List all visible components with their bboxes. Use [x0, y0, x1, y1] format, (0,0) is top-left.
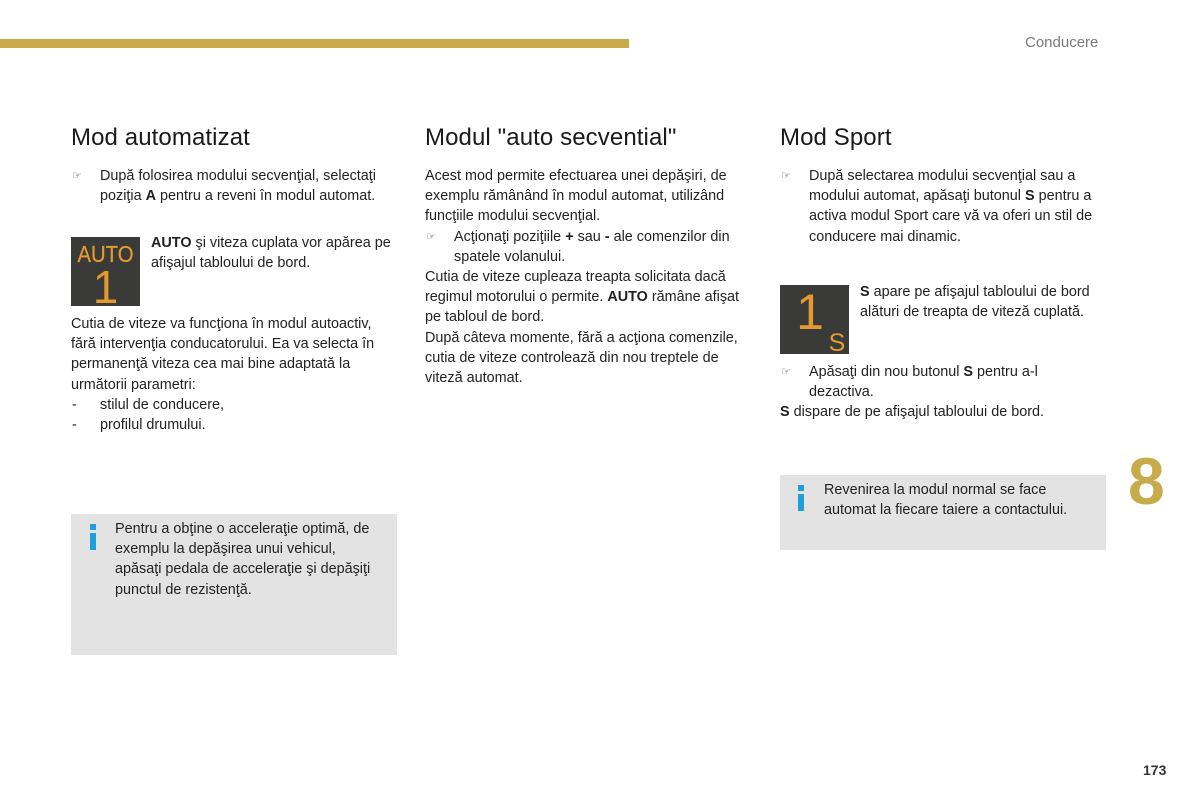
- display-sport-letter: S: [828, 329, 846, 354]
- pointing-hand-icon: ☞: [781, 366, 791, 378]
- page-number: 173: [1143, 762, 1167, 778]
- header-accent-bar: [0, 39, 629, 48]
- column-mod-sport: [780, 124, 1110, 247]
- info-icon: [792, 483, 810, 513]
- section-title: Conducere: [1025, 34, 1099, 51]
- sport-deactivate-block: ☞ Apăsaţi din nou butonul S pentru a-l dezactiva. S dispare de pe afişajul tabloului de bord.: [780, 362, 1106, 423]
- heading-mod-automatizat: Mod automatizat: [71, 124, 250, 151]
- auto-display-caption: AUTO şi viteza cuplata vor apărea pe afişajul tabloului de bord.: [151, 235, 391, 272]
- info-box-acceleration: [71, 514, 397, 655]
- display-auto-text: AUTO: [77, 241, 134, 267]
- chapter-number: 8: [1128, 444, 1165, 518]
- automatic-mode-paragraph: Cutia de viteze va funcţiona în modul autoactiv, fără intervenţia conducatorului. Ea va selecta în permanenţă viteza cea mai bine adaptată la următorii parametri: - stilul de conducere, - profilul drumului.: [71, 314, 399, 435]
- pointing-hand-icon: ☞: [781, 170, 791, 182]
- pointing-hand-icon: ☞: [72, 170, 82, 182]
- list-item: - profilul drumului.: [72, 417, 206, 434]
- info-text: Revenirea la modul normal se face automat la fiecare taiere a contactului.: [824, 482, 1068, 519]
- column-auto-secvential: Modul "auto secvential" Acest mod permite efectuarea unei depăşiri, de exemplu rămânând în modul automat, utilizând funcţiile modului secvenţial. ☞ Acţionaţi poziţiile + sau - ale comenzilor din spatele volanului. Cutia de viteze cupleaza treapta solicitata dacă regimul motorului o permite. AUTO rămâne afişat pe tabloul de bord. După câteva momente, fără a acţiona comenzile, cutia de viteze controlează din nou treptele de viteză automat.: [425, 124, 755, 388]
- info-text: Pentru a obţine o acceleraţie optimă, de exemplu la depăşirea unui vehicul, apăsaţi pedala de acceleraţie şi depăşiţi punctul de rezistenţă.: [115, 521, 371, 598]
- instruction-bullet: ☞ Apăsaţi din nou butonul S pentru a-l dezactiva.: [781, 364, 1038, 401]
- column-mod-automatizat: [71, 124, 401, 206]
- auto-gear-display: [71, 237, 140, 306]
- instruction-bullet: ☞ După folosirea modului secvenţial, selectaţi poziţia A pentru a reveni în modul automat.: [72, 168, 376, 205]
- instruction-bullet: ☞ Acţionaţi poziţiile + sau - ale comenzilor din spatele volanului.: [426, 228, 730, 265]
- heading-auto-secvential: Modul "auto secvential": [425, 124, 677, 151]
- info-icon: [84, 522, 102, 552]
- info-box-sport-reset: [780, 475, 1106, 550]
- sport-gear-display: [780, 285, 849, 354]
- pointing-hand-icon: ☞: [426, 230, 436, 243]
- display-gear-digit: 1: [92, 261, 119, 306]
- sport-display-caption: S apare pe afişajul tabloului de bord alături de treapta de viteză cuplată.: [860, 284, 1090, 321]
- display-gear-digit: 1: [796, 285, 824, 340]
- list-item: - stilul de conducere,: [72, 396, 224, 413]
- instruction-bullet: ☞ După selectarea modului secvenţial sau a modului automat, apăsaţi butonul S pentru a activa modul Sport care vă va oferi un stil de conducere mai dinamic.: [781, 168, 1093, 245]
- heading-mod-sport: Mod Sport: [780, 124, 892, 151]
